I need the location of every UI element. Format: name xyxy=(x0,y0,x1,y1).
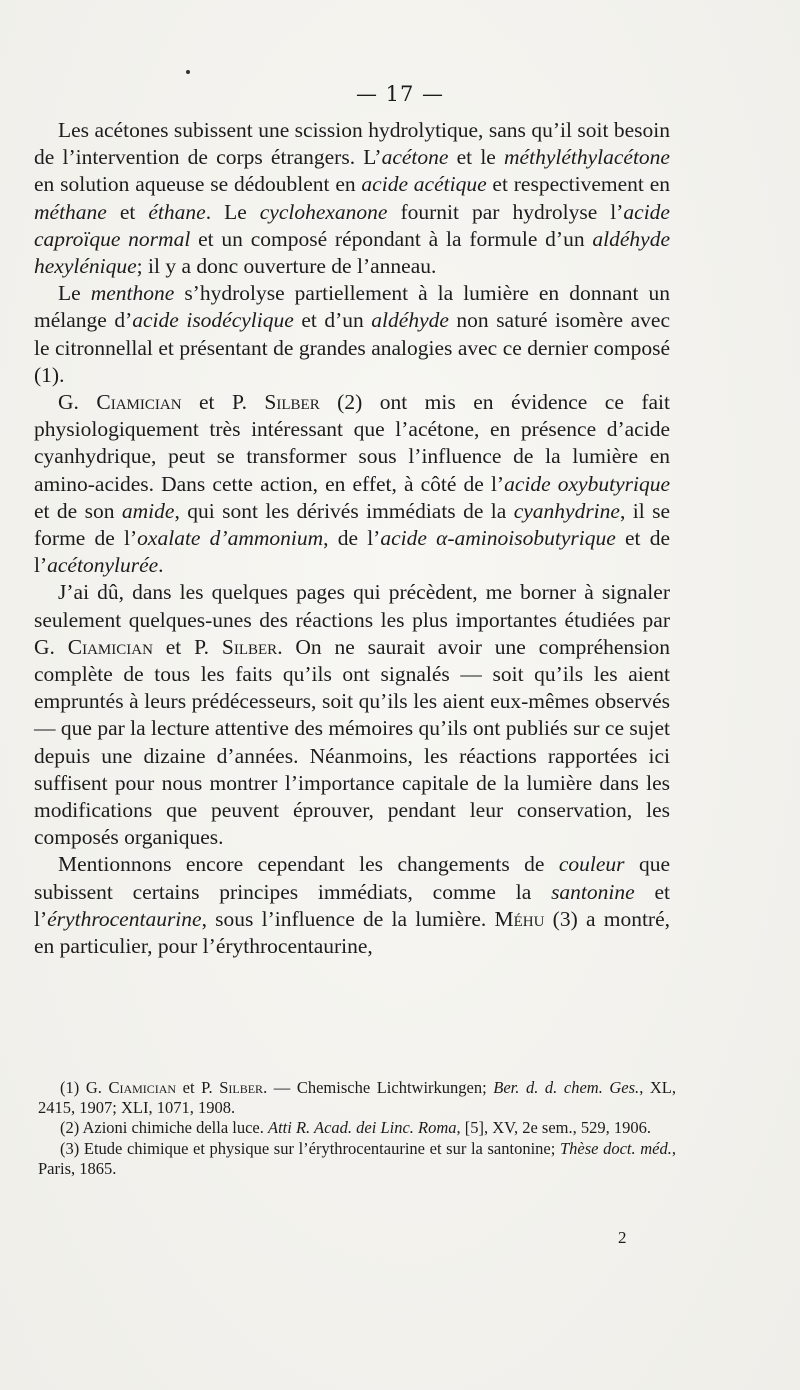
text-run: et de l’ xyxy=(34,526,670,578)
italic-term: acide acétique xyxy=(361,172,487,197)
italic-term: érythrocentaurine xyxy=(47,906,202,931)
text-run: , il se forme de l’ xyxy=(34,498,670,551)
author-name: Silber xyxy=(219,1078,264,1097)
text-run: s’hydrolyse partiellement à la lumière en donnant un mélange d’ xyxy=(34,281,670,333)
text-run: , qui sont les dérivés immédiats de la xyxy=(174,498,514,523)
italic-term: amide xyxy=(121,498,175,523)
text-run: (2) Azioni chimiche della luce. xyxy=(60,1118,269,1138)
footnote xyxy=(38,1139,676,1179)
text-run: . — Chemische Lichtwirkungen; xyxy=(263,1078,494,1097)
italic-term: couleur xyxy=(558,852,625,877)
paragraph xyxy=(34,579,670,851)
author-name: Méhu xyxy=(494,906,545,931)
text-run: . Le xyxy=(205,199,260,224)
text-run: et d’un xyxy=(293,308,372,333)
italic-term: méthane xyxy=(34,199,107,224)
author-name: Silber xyxy=(221,634,278,659)
text-run: (1) G. xyxy=(60,1078,109,1097)
text-run: , XL, 2415, 1907; XLI, 1071, 1908. xyxy=(38,1078,677,1118)
italic-term: cyanhydrine xyxy=(513,498,620,523)
text-run: ; il y a donc ouverture de l’anneau. xyxy=(136,254,437,279)
text-run: Le xyxy=(58,281,91,306)
text-run: , Paris, 1865. xyxy=(38,1138,676,1178)
text-run: . On ne saurait avoir une compréhension complète de tous les faits qu’ils ont signalés — soit qu’ils les aient empruntés à leurs prédécesseurs, soit qu’ils les aient eux-mêmes observés — que par la lecture attentive des mémoires qu’ils ont publiés sur ce sujet depuis une dizaine d’années. Néanmoins, les réactions rapportées ici suffisent pour nous montrer l’importance capitale de la lumière dans les modifications que peuvent éprouver, pendant leur conservation, les composés organiques. xyxy=(34,634,671,850)
italic-term: éthane xyxy=(148,199,206,224)
text-run: (3) Etude chimique et physique sur l’érythrocentaurine et sur la santonine; xyxy=(60,1138,560,1158)
ink-speck xyxy=(186,70,190,74)
text-run: non saturé isomère avec le citronnellal et présentant de grandes analogies avec ce dernier composé (1). xyxy=(34,308,670,387)
footnote xyxy=(38,1078,676,1118)
footnote xyxy=(38,1118,676,1138)
text-run: . xyxy=(158,553,164,578)
text-run: et P. xyxy=(176,1078,220,1097)
italic-term: acide isodécylique xyxy=(132,308,294,333)
text-run: et P. xyxy=(152,634,222,659)
italic-term: acétonylurée xyxy=(47,553,159,578)
author-name: Silber xyxy=(264,390,320,415)
signature-mark: 2 xyxy=(618,1228,627,1247)
italic-term: acide caproïque normal xyxy=(34,199,670,251)
italic-term: oxalate d’ammonium xyxy=(137,526,324,551)
text-run: G. xyxy=(58,390,97,415)
text-run: , de l’ xyxy=(323,526,381,551)
paragraph xyxy=(34,851,670,960)
main-text xyxy=(34,117,670,960)
text-run: , [5], XV, 2e sem., 529, 1906. xyxy=(456,1118,652,1138)
text-run: Les acétones subissent une scission hydrolytique, sans qu’il soit besoin de l’intervention de corps étrangers. L’ xyxy=(34,118,670,170)
author-name: Ciamician xyxy=(67,634,153,659)
italic-term: aldéhyde hexylénique xyxy=(34,226,670,279)
italic-term: santonine xyxy=(551,879,635,904)
text-run: et de son xyxy=(34,498,122,523)
text-run: en solution aqueuse se dédoublent en xyxy=(34,172,362,197)
italic-term: aldéhyde xyxy=(371,308,449,333)
italic-term: menthone xyxy=(90,281,175,306)
italic-term: Atti R. Acad. dei Linc. Roma xyxy=(268,1118,457,1138)
footnotes xyxy=(38,1078,676,1179)
italic-term: Ber. d. d. chem. Ges. xyxy=(493,1078,640,1097)
text-run: et P. xyxy=(181,390,265,415)
text-run: (3) a montré, en particulier, pour l’érythrocentaurine, xyxy=(34,906,671,959)
text-run: fournit par hydrolyse l’ xyxy=(387,199,624,224)
text-run: (2) ont mis en évidence ce fait physiologiquement très intéressant que l’acétone, en présence d’acide cyanhydrique, peut se transformer sous l’influence de la lumière en amino-acides. Dans cette action, en effet, à côté de l’ xyxy=(34,390,671,496)
paragraph xyxy=(34,280,670,389)
italic-term: acide α-aminoisobutyrique xyxy=(380,526,616,551)
italic-term: acide oxybutyrique xyxy=(504,471,670,496)
text-run: , sous l’influence de la lumière. xyxy=(201,906,495,931)
text-run: et le xyxy=(448,145,505,170)
text-run: et un composé répondant à la formule d’un xyxy=(190,226,593,251)
italic-term: cyclohexanone xyxy=(259,199,388,224)
author-name: Ciamician xyxy=(108,1078,177,1097)
text-run: Mentionnons encore cependant les changements de xyxy=(58,852,559,877)
text-run: et l’ xyxy=(34,879,670,931)
italic-term: acétone xyxy=(381,145,449,170)
paragraph xyxy=(34,389,670,579)
paragraph xyxy=(34,117,670,280)
text-run: et respectivement en xyxy=(486,172,670,197)
text-run: que subissent certains principes immédiats, comme la xyxy=(34,852,670,904)
italic-term: méthyléthylacétone xyxy=(504,145,670,170)
author-name: Ciamician xyxy=(96,390,182,415)
text-run: et xyxy=(106,199,149,224)
text-run: J’ai dû, dans les quelques pages qui précèdent, me borner à signaler seulement quelques-unes des réactions les plus importantes étudiées par G. xyxy=(34,580,670,659)
italic-term: Thèse doct. méd. xyxy=(559,1138,672,1158)
page-number: — 17 — xyxy=(355,82,445,106)
